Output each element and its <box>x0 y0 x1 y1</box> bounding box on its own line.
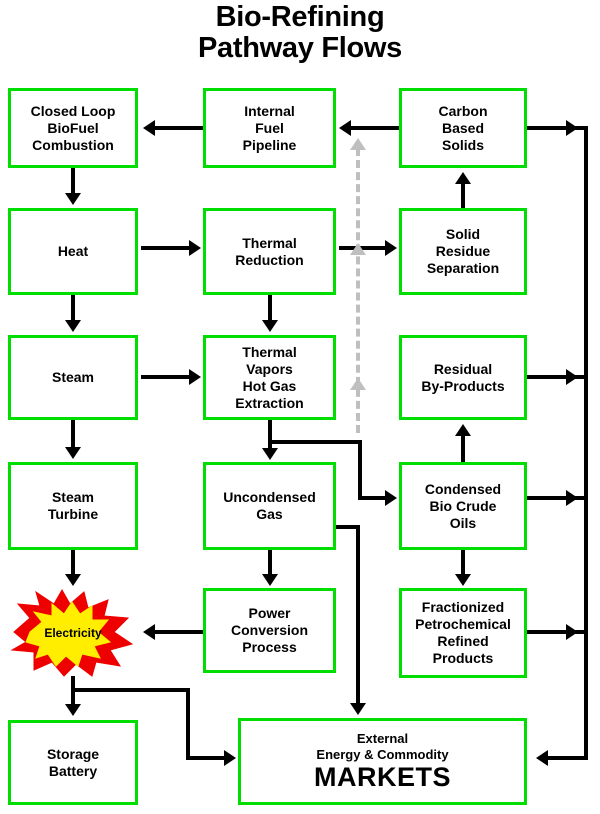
arrowhead-down-electricity <box>65 574 81 586</box>
node-uncondensed-gas[interactable]: Uncondensed Gas <box>203 462 336 550</box>
arrowhead-down-markets <box>350 703 366 715</box>
node-thermal-vapors-hot-gas-extraction[interactable]: Thermal Vapors Hot Gas Extraction <box>203 335 336 420</box>
arrowhead-down-fractionized <box>455 574 471 586</box>
connector-rail-to-markets <box>546 756 588 760</box>
electricity-label: Electricity <box>44 626 102 640</box>
arrowhead-up-recycle-low <box>350 378 366 390</box>
node-thermal-reduction[interactable]: Thermal Reduction <box>203 208 336 295</box>
connector-closedloop-to-heat <box>71 168 75 196</box>
right-rail-vertical <box>584 126 588 756</box>
node-heat[interactable]: Heat <box>8 208 138 295</box>
connector-uncondensedgas-out-vert <box>356 525 360 705</box>
connector-condensedoils-to-residual <box>461 432 465 462</box>
arrowhead-right-thermalvapors <box>189 369 201 385</box>
recycle-loop-dashed <box>356 148 360 433</box>
arrowhead-right-rail-residual <box>566 369 578 385</box>
node-residual-by-products[interactable]: Residual By-Products <box>399 335 527 420</box>
arrowhead-up-carbonsolids <box>455 172 471 184</box>
arrowhead-right-rail-condensedoils <box>566 490 578 506</box>
connector-fractionized-to-rail <box>527 630 588 634</box>
arrowhead-left-internalfuel <box>339 120 351 136</box>
connector-electricity-to-markets-vert <box>186 688 190 760</box>
node-carbon-based-solids[interactable]: Carbon Based Solids <box>399 88 527 168</box>
node-external-markets[interactable] <box>238 718 527 805</box>
node-solid-residue-separation[interactable]: Solid Residue Separation <box>399 208 527 295</box>
connector-thermalreduction-to-thermalvapors <box>268 295 272 322</box>
title-line-1: Bio-Refining <box>215 1 385 33</box>
arrowhead-left-closedloop <box>143 120 155 136</box>
connector-residual-to-rail <box>527 375 588 379</box>
connector-steam-to-steamturbine <box>71 420 75 449</box>
arrowhead-down-steam <box>65 320 81 332</box>
arrowhead-right-rail-fractionized <box>566 624 578 640</box>
title-line-2: Pathway Flows <box>198 32 402 64</box>
connector-thermalvapors-down <box>268 420 272 450</box>
node-steam-turbine[interactable]: Steam Turbine <box>8 462 138 550</box>
arrowhead-down-uncondensedgas <box>262 448 278 460</box>
node-electricity[interactable] <box>8 588 138 678</box>
connector-condensedoils-to-fractionized <box>461 550 465 576</box>
node-steam[interactable]: Steam <box>8 335 138 420</box>
page-title <box>0 2 600 64</box>
arrowhead-down-storagebattery <box>65 704 81 716</box>
connector-uncondensedgas-to-powerconversion <box>268 550 272 576</box>
arrowhead-down-powerconversion <box>262 574 278 586</box>
markets-line-1: External <box>356 731 409 746</box>
arrowhead-left-electricity <box>143 624 155 640</box>
arrowhead-right-solidresidue <box>385 240 397 256</box>
arrowhead-down-steamturbine <box>65 447 81 459</box>
node-closed-loop-biofuel-combustion[interactable]: Closed Loop BioFuel Combustion <box>8 88 138 168</box>
markets-line-3: MARKETS <box>314 762 451 792</box>
connector-electricity-to-markets-horiz <box>71 688 190 692</box>
node-storage-battery[interactable]: Storage Battery <box>8 720 138 805</box>
connector-heat-to-steam <box>71 295 75 322</box>
arrowhead-right-condensedoils <box>385 490 397 506</box>
connector-electricity-to-markets-horiz2 <box>186 756 228 760</box>
connector-heat-to-thermalreduction <box>141 246 191 250</box>
node-fractionized-petrochemical-refined-products[interactable]: Fractionized Petrochemical Refined Products <box>399 588 527 678</box>
arrowhead-down-thermalvapors <box>262 320 278 332</box>
connector-condensedoils-to-rail <box>527 496 588 500</box>
arrowhead-down-heat <box>65 193 81 205</box>
arrowhead-up-recycle-mid <box>350 243 366 255</box>
node-internal-fuel-pipeline[interactable]: Internal Fuel Pipeline <box>203 88 336 168</box>
connector-thermalvapors-to-condensed-horiz-top <box>268 440 362 444</box>
node-condensed-bio-crude-oils[interactable]: Condensed Bio Crude Oils <box>399 462 527 550</box>
connector-thermalvapors-to-condensed-vert <box>358 440 362 500</box>
arrowhead-right-markets-left <box>224 750 236 766</box>
connector-carbonsolids-to-internalfuel <box>351 126 399 130</box>
connector-powerconversion-to-electricity <box>155 630 203 634</box>
arrowhead-up-recycle-top <box>350 138 366 150</box>
markets-line-2: Energy & Commodity <box>316 747 449 762</box>
connector-steam-to-thermalvapors <box>141 375 191 379</box>
connector-carbonsolids-to-rail <box>527 126 588 130</box>
connector-internalfuel-to-closedloop <box>155 126 203 130</box>
node-power-conversion-process[interactable]: Power Conversion Process <box>203 588 336 673</box>
connector-solidresidue-to-carbonsolids <box>461 180 465 208</box>
arrowhead-left-markets-right <box>536 750 548 766</box>
arrowhead-up-residual <box>455 424 471 436</box>
arrowhead-right-thermalreduction <box>189 240 201 256</box>
arrowhead-right-rail-carbonsolids <box>566 120 578 136</box>
